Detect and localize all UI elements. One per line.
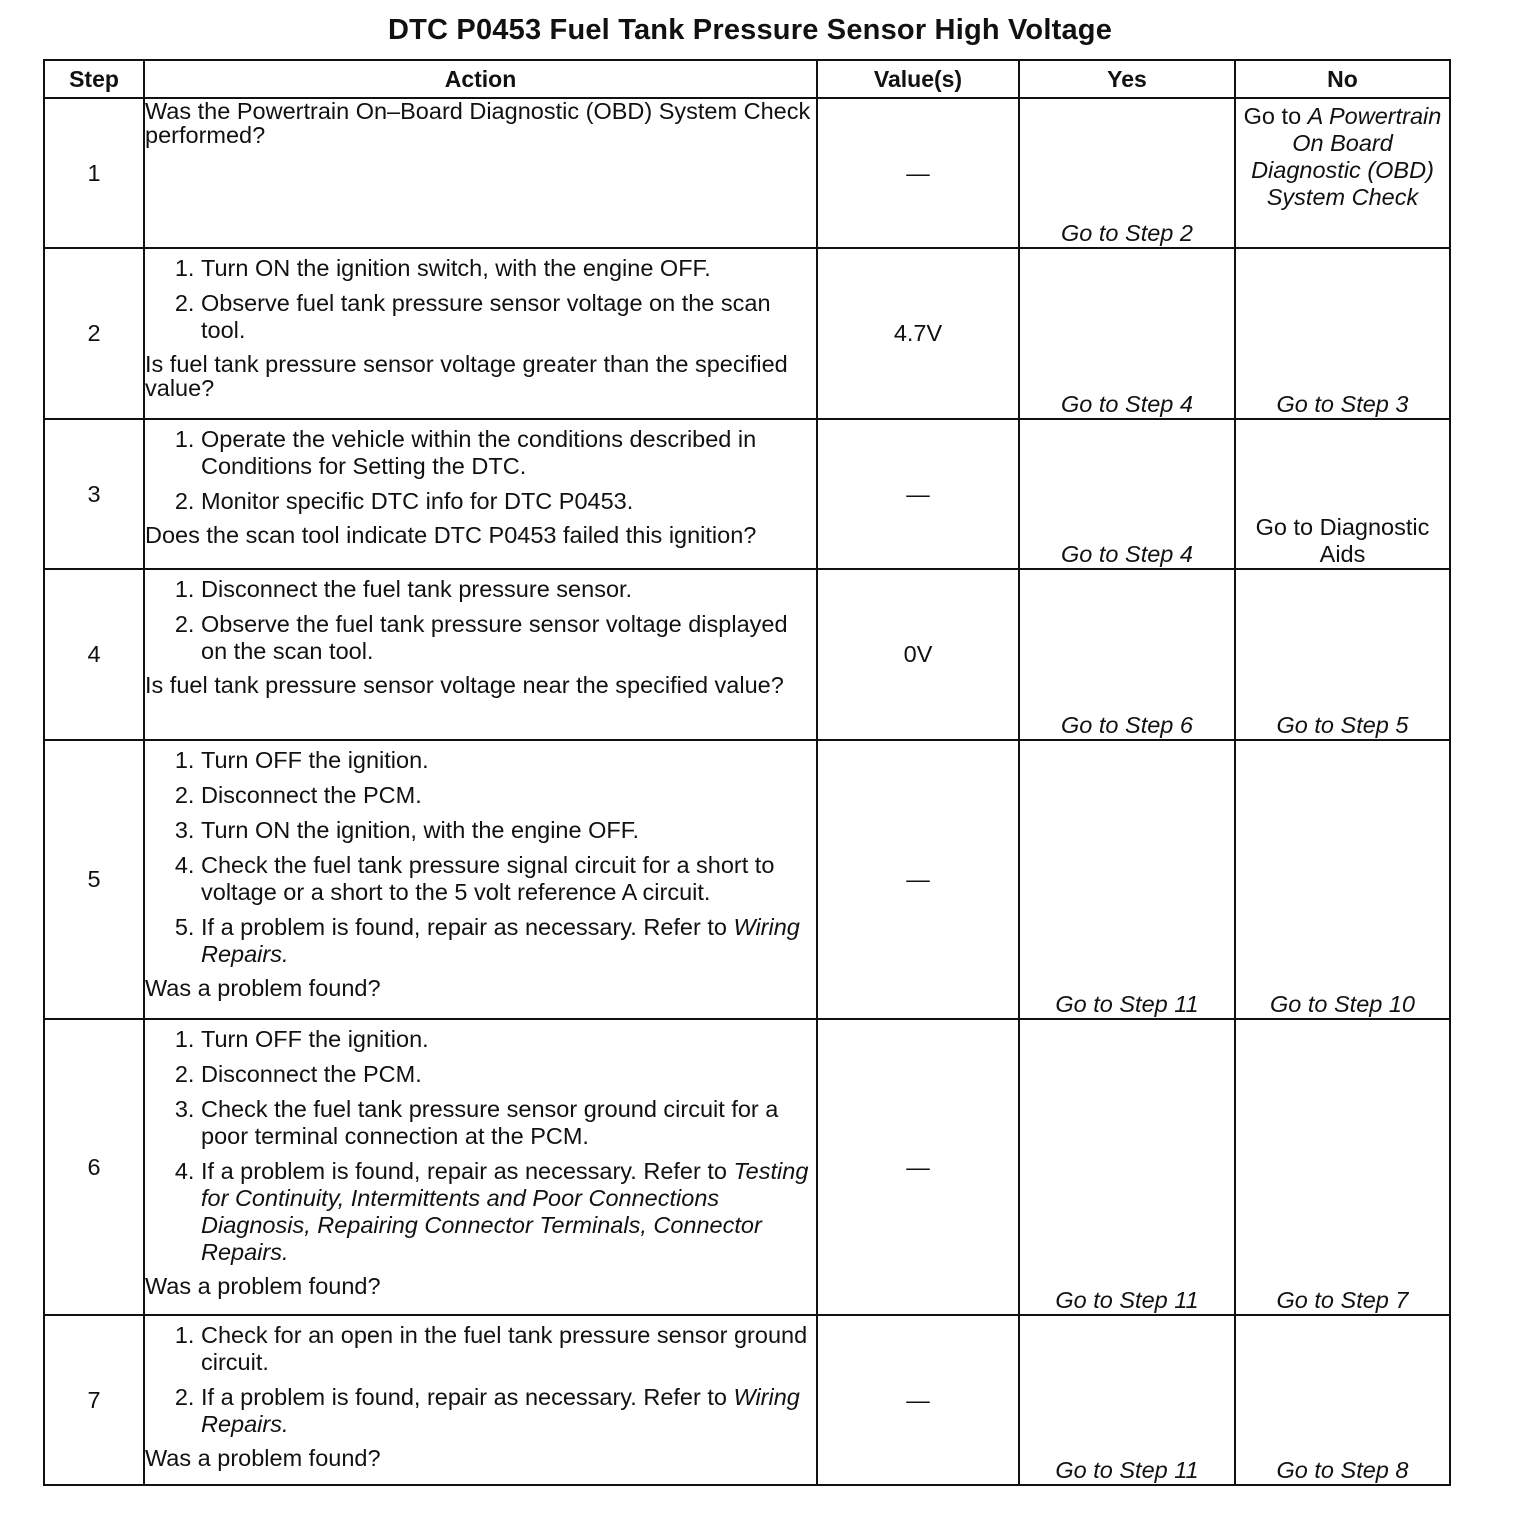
no-cell: Go to Step 7 — [1235, 1019, 1450, 1315]
value-cell: 4.7V — [817, 248, 1019, 419]
action-step: 2. Disconnect the PCM. — [201, 782, 816, 809]
action-steps — [145, 255, 816, 344]
yes-cell: Go to Step 4 — [1019, 419, 1235, 569]
action-step: 1. Check for an open in the fuel tank pressure sensor ground circuit. — [201, 1322, 816, 1376]
header-step: Step — [44, 60, 144, 98]
header-row — [44, 60, 1450, 98]
action-steps — [145, 426, 816, 515]
no-cell: Go to Step 8 — [1235, 1315, 1450, 1485]
action-question: Was a problem found? — [145, 1273, 381, 1299]
action-step — [201, 1158, 816, 1266]
yes-cell: Go to Step 11 — [1019, 1019, 1235, 1315]
step-number: 1 — [44, 98, 144, 248]
no-prefix: Go to — [1243, 103, 1302, 129]
action-step — [201, 914, 816, 968]
reference-link: Testing for Continuity, Intermittents and Poor Connections Diagnosis, Repairing Connector Terminals, Connector Repairs. — [201, 1158, 809, 1265]
yes-cell: Go to Step 6 — [1019, 569, 1235, 740]
action-step: 1. Disconnect the fuel tank pressure sensor. — [201, 576, 816, 603]
table-row — [44, 740, 1450, 1019]
step-number: 4 — [44, 569, 144, 740]
table-row — [44, 1019, 1450, 1315]
action-question: Was a problem found? — [145, 975, 381, 1001]
action-question: Was a problem found? — [145, 1445, 381, 1471]
action-step: 2. Monitor specific DTC info for DTC P0453. — [201, 488, 816, 515]
action-question: Is fuel tank pressure sensor voltage near the specified value? — [145, 672, 784, 698]
yes-cell: Go to Step 11 — [1019, 740, 1235, 1019]
action-question: Was the Powertrain On–Board Diagnostic (OBD) System Check performed? — [145, 98, 811, 148]
action-step: 2. Observe the fuel tank pressure sensor voltage displayed on the scan tool. — [201, 611, 816, 665]
no-cell: Go to Diagnostic Aids — [1235, 419, 1450, 569]
diagnostic-table — [43, 59, 1451, 1486]
step-number: 3 — [44, 419, 144, 569]
table-row — [44, 1315, 1450, 1485]
no-cell: Go to Step 10 — [1235, 740, 1450, 1019]
action-question: Does the scan tool indicate DTC P0453 failed this ignition? — [145, 522, 757, 548]
step-number: 7 — [44, 1315, 144, 1485]
value-cell: — — [817, 1019, 1019, 1315]
yes-cell: Go to Step 2 — [1019, 98, 1235, 248]
action-question: Is fuel tank pressure sensor voltage greater than the specified value? — [145, 351, 788, 401]
step-number: 5 — [44, 740, 144, 1019]
action-cell — [144, 1019, 817, 1315]
no-cell: Go to Step 3 — [1235, 248, 1450, 419]
reference-link: Wiring Repairs. — [201, 1384, 800, 1437]
header-yes: Yes — [1019, 60, 1235, 98]
action-step-text: If a problem is found, repair as necessary. Refer to — [201, 1158, 727, 1184]
action-step: 2. Observe fuel tank pressure sensor voltage on the scan tool. — [201, 290, 816, 344]
header-action: Action — [144, 60, 817, 98]
value-cell: 0V — [817, 569, 1019, 740]
reference-link: Wiring Repairs. — [201, 914, 800, 967]
action-cell — [144, 98, 817, 248]
action-steps — [145, 747, 816, 968]
action-cell — [144, 248, 817, 419]
action-step: 3. Turn ON the ignition, with the engine OFF. — [201, 817, 816, 844]
action-step: 2. Disconnect the PCM. — [201, 1061, 816, 1088]
action-step-text: If a problem is found, repair as necessary. Refer to — [201, 1384, 727, 1410]
action-step — [201, 1384, 816, 1438]
header-no: No — [1235, 60, 1450, 98]
action-step: 1. Turn OFF the ignition. — [201, 747, 816, 774]
action-step: 1. Turn ON the ignition switch, with the engine OFF. — [201, 255, 816, 282]
yes-cell: Go to Step 11 — [1019, 1315, 1235, 1485]
action-step-text: If a problem is found, repair as necessary. Refer to — [201, 914, 727, 940]
action-steps — [145, 576, 816, 665]
no-cell: Go to Step 5 — [1235, 569, 1450, 740]
value-cell: — — [817, 419, 1019, 569]
value-cell: — — [817, 1315, 1019, 1485]
action-cell — [144, 569, 817, 740]
header-values: Value(s) — [817, 60, 1019, 98]
action-cell — [144, 419, 817, 569]
no-cell — [1235, 98, 1450, 248]
page-title: DTC P0453 Fuel Tank Pressure Sensor High Voltage — [387, 14, 1113, 46]
value-cell: — — [817, 740, 1019, 1019]
action-step: 1. Operate the vehicle within the conditions described in Conditions for Setting the DTC. — [201, 426, 816, 480]
action-steps — [145, 1322, 816, 1438]
action-cell — [144, 1315, 817, 1485]
action-cell — [144, 740, 817, 1019]
table-row — [44, 569, 1450, 740]
step-number: 6 — [44, 1019, 144, 1315]
action-steps — [145, 1026, 816, 1266]
step-number: 2 — [44, 248, 144, 419]
value-cell: — — [817, 98, 1019, 248]
no-link: A Powertrain On Board Diagnostic (OBD) System Check — [1251, 103, 1442, 210]
action-step: 3. Check the fuel tank pressure sensor ground circuit for a poor terminal connection at the PCM. — [201, 1096, 816, 1150]
table-row — [44, 98, 1450, 248]
action-step: 4. Check the fuel tank pressure signal circuit for a short to voltage or a short to the 5 volt reference A circuit. — [201, 852, 816, 906]
table-row — [44, 419, 1450, 569]
yes-cell: Go to Step 4 — [1019, 248, 1235, 419]
table-row — [44, 248, 1450, 419]
action-step: 1. Turn OFF the ignition. — [201, 1026, 816, 1053]
